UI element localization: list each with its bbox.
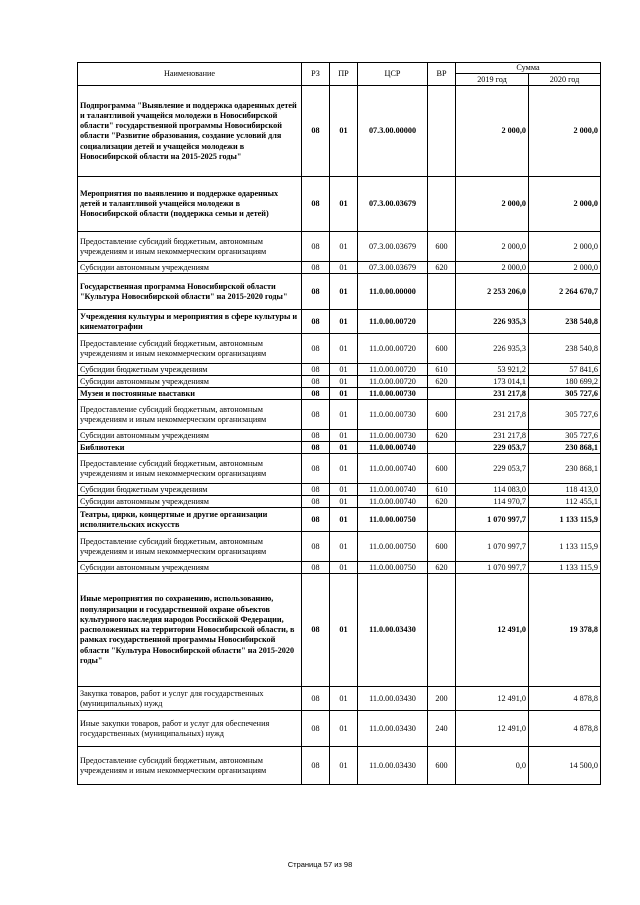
cell-rz: 08 [302,430,330,442]
cell-pr: 01 [330,86,358,177]
cell-csr: 07.3.00.03679 [358,232,428,262]
cell-vr: 610 [428,364,456,376]
header-sum: Сумма [456,63,601,74]
cell-vr: 600 [428,400,456,430]
cell-pr: 01 [330,376,358,388]
cell-vr: 240 [428,711,456,747]
table-row [78,86,601,177]
cell-csr: 11.0.00.00750 [358,562,428,574]
table-row [78,574,601,687]
table-row [78,376,601,388]
cell-name: Иные закупки товаров, работ и услуг для обеспечения государственных (муниципальных) нужд [78,711,302,747]
cell-name: Субсидии автономным учреждениям [78,430,302,442]
cell-rz: 08 [302,274,330,310]
cell-csr: 11.0.00.00750 [358,532,428,562]
cell-pr: 01 [330,430,358,442]
cell-vr: 620 [428,496,456,508]
cell-name: Государственная программа Новосибирской области "Культура Новосибирской области" на 2015-2020 годы" [78,274,302,310]
cell-2019: 0,0 [456,747,529,785]
cell-csr: 11.0.00.00740 [358,496,428,508]
cell-vr: 200 [428,687,456,711]
cell-name: Субсидии автономным учреждениям [78,376,302,388]
cell-rz: 08 [302,388,330,400]
cell-rz: 08 [302,687,330,711]
cell-rz: 08 [302,364,330,376]
cell-2020: 19 378,8 [529,574,601,687]
table-row [78,687,601,711]
header-2019: 2019 год [456,74,529,86]
table-row [78,388,601,400]
cell-pr: 01 [330,747,358,785]
cell-2019: 114 083,0 [456,484,529,496]
cell-name: Предоставление субсидий бюджетным, автономным учреждениям и иным некоммерческим организациям [78,747,302,785]
cell-pr: 01 [330,400,358,430]
cell-pr: 01 [330,532,358,562]
cell-name: Предоставление субсидий бюджетным, автономным учреждениям и иным некоммерческим организациям [78,334,302,364]
cell-pr: 01 [330,177,358,232]
cell-csr: 11.0.00.00730 [358,388,428,400]
cell-csr: 07.3.00.00000 [358,86,428,177]
cell-pr: 01 [330,274,358,310]
cell-name: Субсидии автономным учреждениям [78,262,302,274]
cell-pr: 01 [330,574,358,687]
cell-name: Учреждения культуры и мероприятия в сфере культуры и кинематографии [78,310,302,334]
cell-name: Библиотеки [78,442,302,454]
cell-csr: 11.0.00.00720 [358,334,428,364]
cell-2019: 12 491,0 [456,574,529,687]
cell-2020: 305 727,6 [529,430,601,442]
cell-2020: 2 264 670,7 [529,274,601,310]
cell-vr: 620 [428,376,456,388]
cell-2020: 1 133 115,9 [529,532,601,562]
cell-csr: 11.0.00.00730 [358,400,428,430]
cell-2019: 1 070 997,7 [456,562,529,574]
cell-2020: 118 413,0 [529,484,601,496]
cell-2020: 57 841,6 [529,364,601,376]
cell-pr: 01 [330,388,358,400]
cell-pr: 01 [330,711,358,747]
cell-csr: 11.0.00.00740 [358,442,428,454]
cell-2019: 231 217,8 [456,400,529,430]
table-row [78,364,601,376]
cell-2019: 1 070 997,7 [456,508,529,532]
page-footer: Страница 57 из 98 [287,860,353,869]
cell-name: Закупка товаров, работ и услуг для государственных (муниципальных) нужд [78,687,302,711]
cell-rz: 08 [302,310,330,334]
cell-rz: 08 [302,747,330,785]
cell-rz: 08 [302,454,330,484]
cell-2020: 1 133 115,9 [529,508,601,532]
cell-2019: 2 253 206,0 [456,274,529,310]
cell-name: Предоставление субсидий бюджетным, автономным учреждениям и иным некоммерческим организациям [78,232,302,262]
header-rz: РЗ [302,63,330,86]
cell-vr: 600 [428,232,456,262]
cell-vr: 610 [428,484,456,496]
cell-csr: 11.0.00.03430 [358,687,428,711]
cell-vr: 600 [428,334,456,364]
cell-2020: 180 699,2 [529,376,601,388]
cell-vr [428,388,456,400]
cell-pr: 01 [330,232,358,262]
cell-pr: 01 [330,310,358,334]
table-row [78,454,601,484]
cell-rz: 08 [302,574,330,687]
cell-pr: 01 [330,508,358,532]
cell-rz: 08 [302,177,330,232]
cell-2019: 12 491,0 [456,711,529,747]
cell-2019: 226 935,3 [456,334,529,364]
table-row [78,496,601,508]
cell-pr: 01 [330,484,358,496]
cell-2019: 173 014,1 [456,376,529,388]
cell-pr: 01 [330,364,358,376]
cell-vr [428,310,456,334]
cell-vr [428,574,456,687]
cell-2019: 231 217,8 [456,430,529,442]
table-row [78,484,601,496]
cell-2019: 53 921,2 [456,364,529,376]
cell-csr: 11.0.00.00740 [358,454,428,484]
header-name: Наименование [78,63,302,86]
table-row [78,430,601,442]
cell-rz: 08 [302,334,330,364]
cell-rz: 08 [302,508,330,532]
cell-2020: 238 540,8 [529,310,601,334]
cell-vr: 620 [428,430,456,442]
cell-rz: 08 [302,562,330,574]
cell-vr: 600 [428,747,456,785]
cell-2019: 2 000,0 [456,262,529,274]
cell-vr [428,86,456,177]
cell-2020: 4 878,8 [529,687,601,711]
cell-2019: 1 070 997,7 [456,532,529,562]
cell-vr [428,274,456,310]
table-row [78,532,601,562]
header-pr: ПР [330,63,358,86]
cell-vr: 620 [428,562,456,574]
table-row [78,262,601,274]
header-csr: ЦСР [358,63,428,86]
cell-2019: 2 000,0 [456,86,529,177]
cell-vr [428,508,456,532]
cell-rz: 08 [302,532,330,562]
cell-rz: 08 [302,86,330,177]
cell-2020: 1 133 115,9 [529,562,601,574]
cell-csr: 11.0.00.00750 [358,508,428,532]
table-row [78,711,601,747]
cell-csr: 11.0.00.00730 [358,430,428,442]
cell-name: Субсидии автономным учреждениям [78,562,302,574]
cell-2020: 2 000,0 [529,177,601,232]
cell-rz: 08 [302,232,330,262]
cell-2020: 2 000,0 [529,86,601,177]
cell-name: Субсидии бюджетным учреждениям [78,364,302,376]
cell-csr: 11.0.00.03430 [358,711,428,747]
table-row [78,232,601,262]
table-row [78,747,601,785]
table-row [78,508,601,532]
cell-vr: 600 [428,454,456,484]
cell-pr: 01 [330,496,358,508]
cell-csr: 11.0.00.00720 [358,310,428,334]
cell-2019: 231 217,8 [456,388,529,400]
cell-pr: 01 [330,687,358,711]
cell-2019: 226 935,3 [456,310,529,334]
cell-name: Субсидии бюджетным учреждениям [78,484,302,496]
cell-csr: 07.3.00.03679 [358,177,428,232]
cell-2020: 230 868,1 [529,442,601,454]
budget-table [77,62,601,785]
cell-name: Мероприятия по выявлению и поддержке одаренных детей и талантливой учащейся молодежи в Новосибирской области (поддержка семьи и детей) [78,177,302,232]
cell-rz: 08 [302,400,330,430]
cell-2020: 305 727,6 [529,400,601,430]
cell-name: Предоставление субсидий бюджетным, автономным учреждениям и иным некоммерческим организациям [78,400,302,430]
cell-2020: 305 727,6 [529,388,601,400]
cell-name: Подпрограмма "Выявление и поддержка одаренных детей и талантливой учащейся молодежи в Новосибирской области" государственной программы Новосибирской области "Развитие образования, создание условий для социализации детей и учащейся молодежи в Новосибирской области на 2015-2025 годы" [78,86,302,177]
cell-2020: 2 000,0 [529,262,601,274]
cell-name: Предоставление субсидий бюджетным, автономным учреждениям и иным некоммерческим организациям [78,454,302,484]
cell-pr: 01 [330,442,358,454]
cell-csr: 07.3.00.03679 [358,262,428,274]
cell-2019: 229 053,7 [456,454,529,484]
cell-csr: 11.0.00.00000 [358,274,428,310]
cell-pr: 01 [330,262,358,274]
cell-2020: 230 868,1 [529,454,601,484]
cell-2019: 2 000,0 [456,177,529,232]
cell-pr: 01 [330,562,358,574]
cell-vr: 620 [428,262,456,274]
table-row [78,334,601,364]
cell-vr [428,442,456,454]
cell-2019: 12 491,0 [456,687,529,711]
cell-2020: 112 455,1 [529,496,601,508]
cell-name: Музеи и постоянные выставки [78,388,302,400]
cell-2020: 4 878,8 [529,711,601,747]
cell-name: Субсидии автономным учреждениям [78,496,302,508]
cell-rz: 08 [302,484,330,496]
cell-pr: 01 [330,454,358,484]
cell-csr: 11.0.00.00720 [358,364,428,376]
cell-name: Предоставление субсидий бюджетным, автономным учреждениям и иным некоммерческим организациям [78,532,302,562]
cell-rz: 08 [302,376,330,388]
cell-rz: 08 [302,262,330,274]
cell-2019: 229 053,7 [456,442,529,454]
table-body [78,86,601,785]
cell-name: Театры, цирки, концертные и другие организации исполнительских искусств [78,508,302,532]
cell-name: Иные мероприятия по сохранению, использованию, популяризации и государственной охране объектов культурного наследия народов Российской Федерации, расположенных на территории Новосибирской области, в рамках государственной программы Новосибирской области "Культура Новосибирской области" на 2015-2020 годы" [78,574,302,687]
cell-2019: 2 000,0 [456,232,529,262]
cell-pr: 01 [330,334,358,364]
table-row [78,177,601,232]
table-row [78,562,601,574]
table-row [78,310,601,334]
header-vr: ВР [428,63,456,86]
cell-csr: 11.0.00.03430 [358,747,428,785]
cell-2020: 2 000,0 [529,232,601,262]
cell-csr: 11.0.00.03430 [358,574,428,687]
cell-csr: 11.0.00.00720 [358,376,428,388]
table-row [78,274,601,310]
header-2020: 2020 год [529,74,601,86]
cell-2020: 238 540,8 [529,334,601,364]
cell-2020: 14 500,0 [529,747,601,785]
table-row [78,400,601,430]
cell-vr [428,177,456,232]
cell-rz: 08 [302,496,330,508]
cell-rz: 08 [302,442,330,454]
cell-vr: 600 [428,532,456,562]
table-row [78,442,601,454]
cell-rz: 08 [302,711,330,747]
cell-2019: 114 970,7 [456,496,529,508]
cell-csr: 11.0.00.00740 [358,484,428,496]
